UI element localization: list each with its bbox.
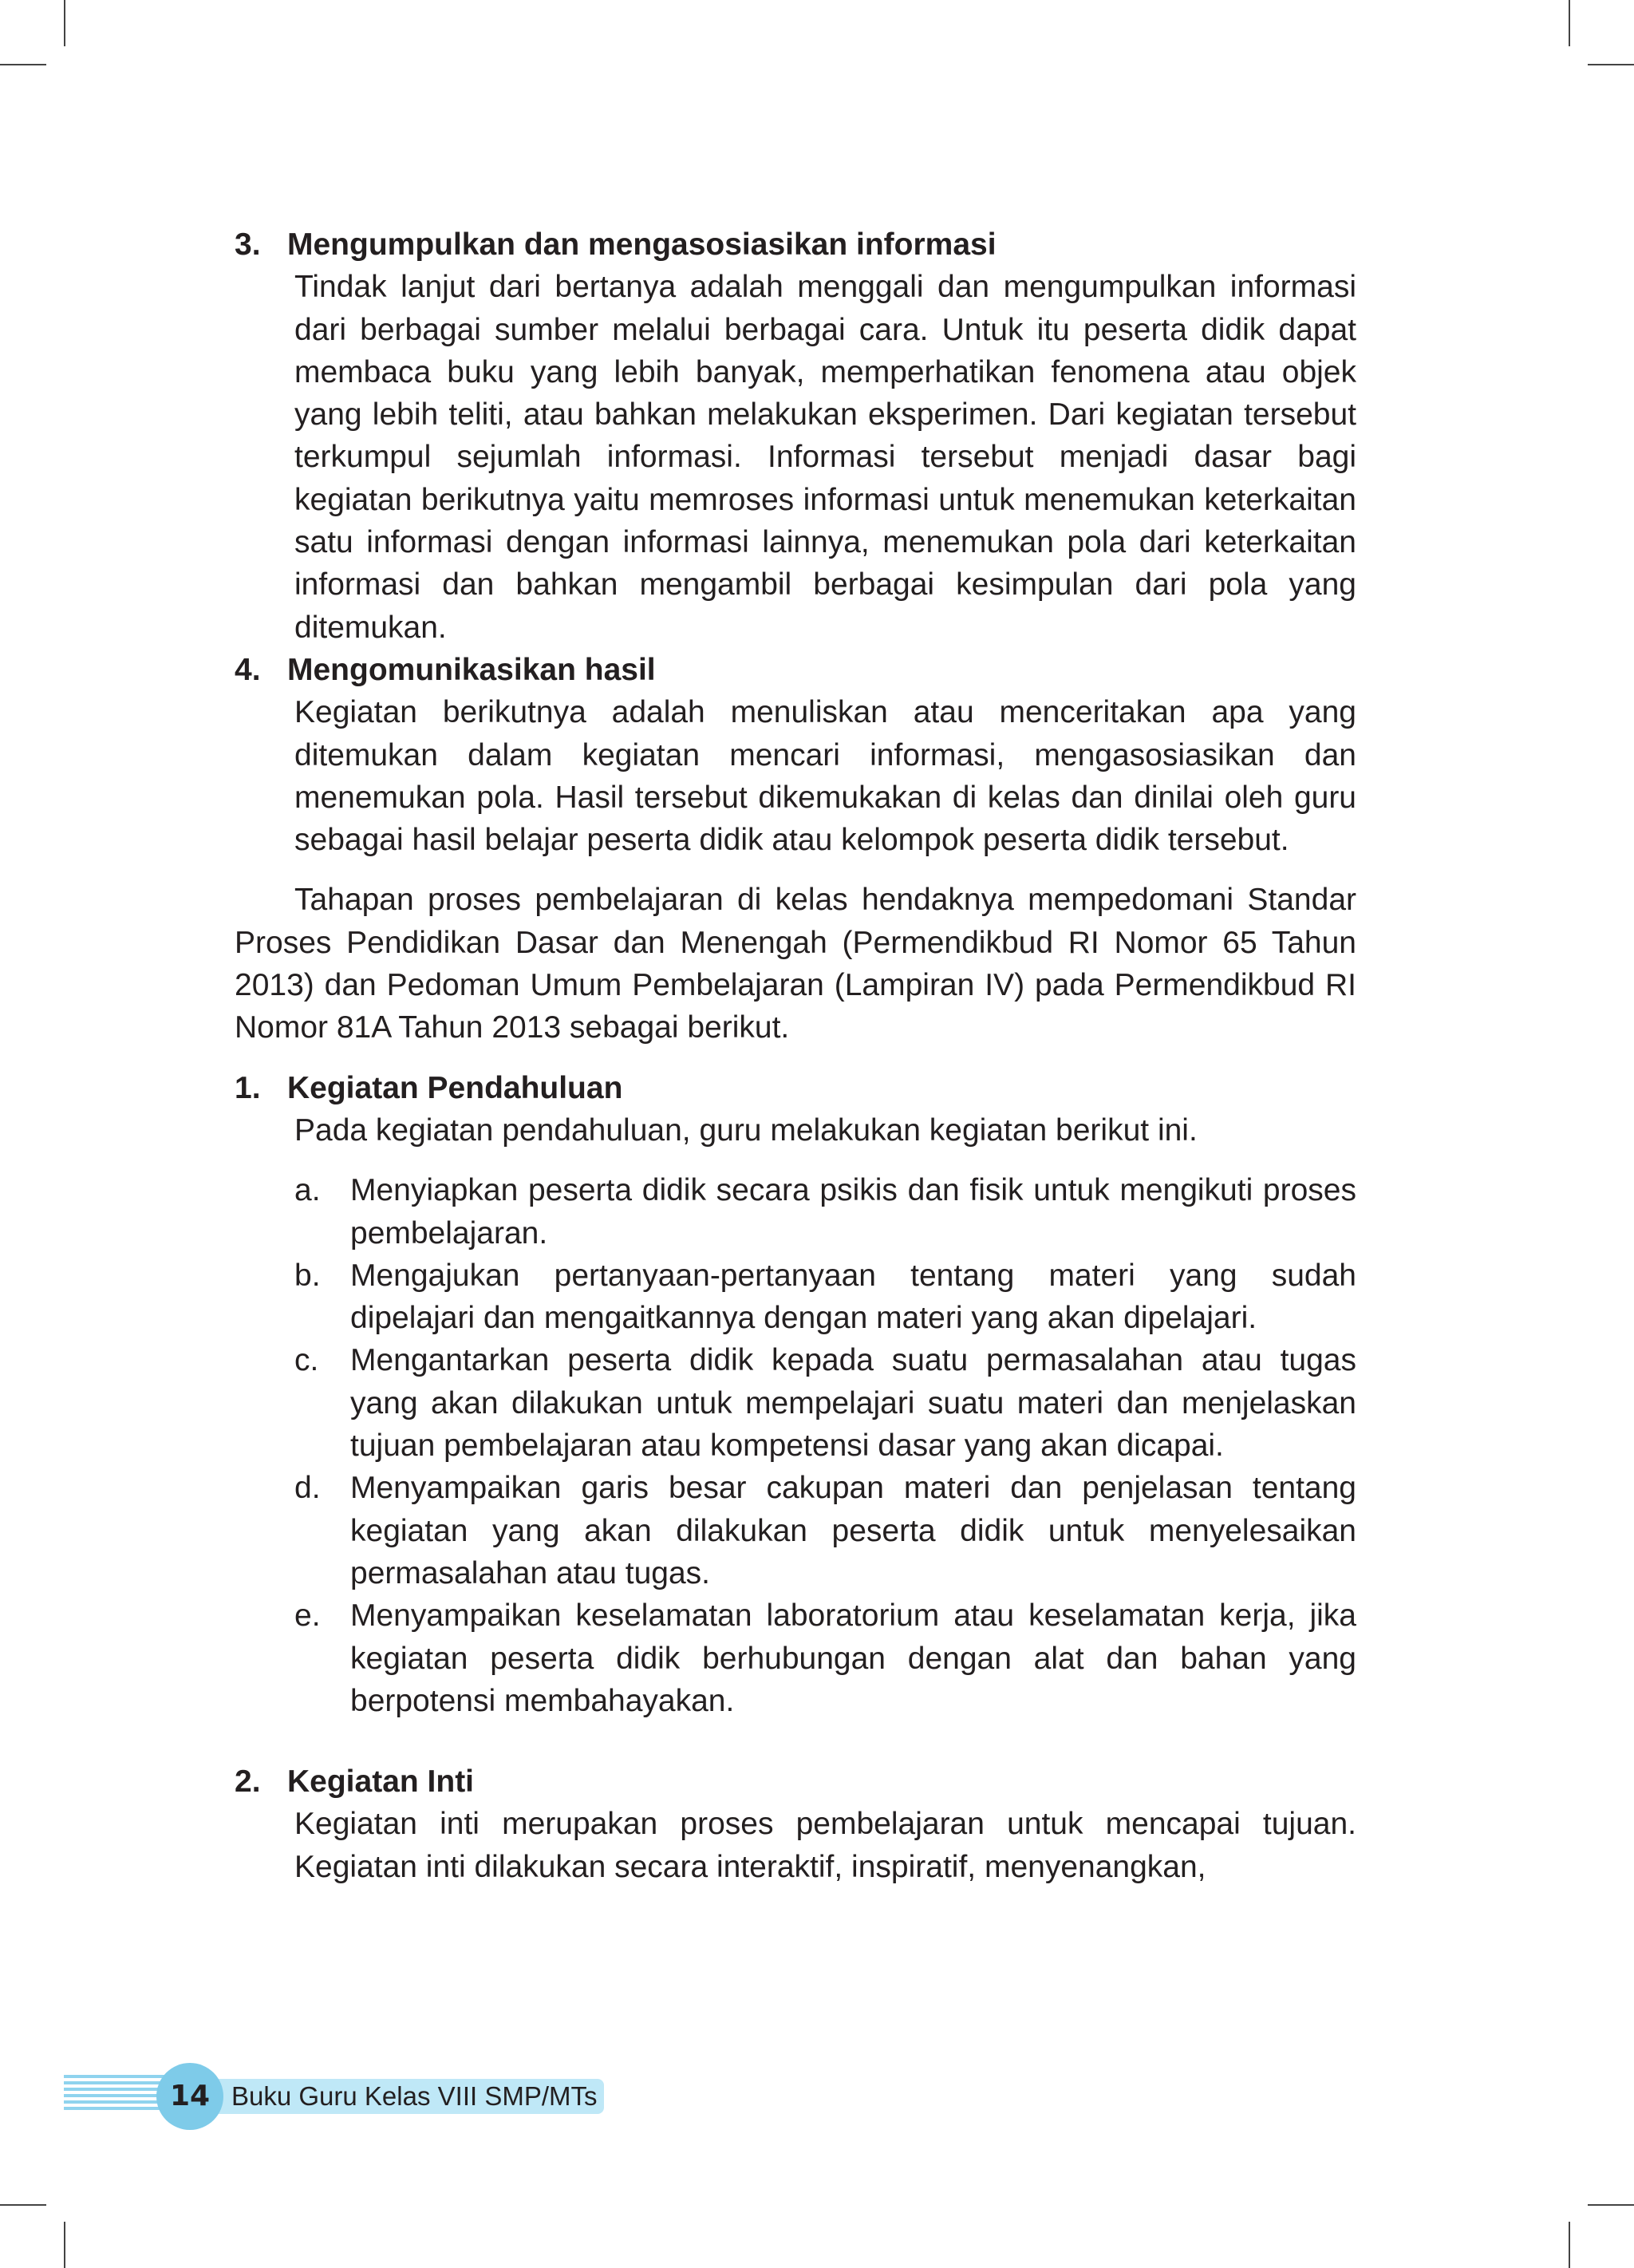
crop-mark (1569, 2222, 1570, 2268)
crop-mark (1588, 2204, 1634, 2206)
section-kegiatan-inti (235, 1760, 1356, 1888)
section-heading (235, 223, 1356, 266)
section-item-4 (235, 649, 1356, 861)
list-letter: c. (294, 1343, 319, 1378)
section-number: 3. (235, 227, 261, 262)
crop-mark (1588, 64, 1634, 65)
section-kegiatan-pendahuluan (235, 1067, 1356, 1722)
list-item (294, 1169, 1356, 1255)
section-heading (235, 649, 1356, 691)
body-paragraph: Tahapan proses pembelajaran di kelas hendaknya mempedomani Standar Proses Pendidikan Dasar dan Menengah (Permendikbud RI Nomor 65 Tahun 2013) dan Pedoman Umum Pembelajaran (Lampiran IV) pada Permendikbud RI Nomor 81A Tahun 2013 sebagai berikut. (235, 883, 1356, 1045)
list-letter: e. (294, 1598, 321, 1634)
section-item-3 (235, 223, 1356, 649)
list-letter: d. (294, 1471, 321, 1506)
list-text: Mengajukan pertanyaan-pertanyaan tentang materi yang sudah dipelajari dan mengaitkannya dengan materi yang akan dipelajari. (350, 1258, 1356, 1336)
section-title: Kegiatan Inti (287, 1764, 475, 1800)
crop-mark (64, 2222, 65, 2268)
list-item (294, 1339, 1356, 1467)
section-title: Kegiatan Pendahuluan (287, 1070, 623, 1105)
section-body: Kegiatan berikutnya adalah menuliskan atau menceritakan apa yang ditemukan dalam kegiatan mencari informasi, mengasosiasikan dan menemukan pola. Hasil tersebut dikemukakan di kelas dan dinilai oleh guru sebagai hasil belajar peserta didik atau kelompok peserta didik tersebut. (294, 695, 1356, 858)
sub-list (294, 1169, 1356, 1722)
section-title: Mengomunikasikan hasil (287, 652, 656, 687)
section-title: Mengumpulkan dan mengasosiasikan informasi (287, 227, 997, 262)
crop-mark (64, 0, 65, 46)
list-letter: a. (294, 1173, 321, 1208)
section-number: 1. (235, 1070, 261, 1105)
list-letter: b. (294, 1258, 321, 1293)
section-intro: Pada kegiatan pendahuluan, guru melakukan kegiatan berikut ini. (294, 1112, 1198, 1148)
list-text: Menyampaikan garis besar cakupan materi dan penjelasan tentang kegiatan yang akan dilakukan peserta didik untuk menyelesaikan permasalahan atau tugas. (350, 1471, 1356, 1590)
crop-mark (0, 2204, 46, 2206)
section-body: Kegiatan inti merupakan proses pembelajaran untuk mencapai tujuan. Kegiatan inti dilakukan secara interaktif, inspiratif, menyenangkan, (294, 1807, 1356, 1884)
page-number: 14 (169, 2080, 211, 2112)
list-text: Menyiapkan peserta didik secara psikis dan fisik untuk mengikuti proses pembelajaran. (350, 1173, 1356, 1251)
list-item (294, 1594, 1356, 1722)
footer-book-title: Buku Guru Kelas VIII SMP/MTs (215, 2079, 604, 2114)
list-item (294, 1255, 1356, 1340)
section-body: Tindak lanjut dari bertanya adalah menggali dan mengumpulkan informasi dari berbagai sumber melalui berbagai cara. Untuk itu peserta didik dapat membaca buku yang lebih banyak, memperhatikan fenomena atau objek yang lebih teliti, atau bahkan melakukan eksperimen. Dari kegiatan tersebut terkumpul sejumlah informasi. Informasi tersebut menjadi dasar bagi kegiatan berikutnya yaitu memroses informasi untuk menemukan keterkaitan satu informasi dengan informasi lainnya, menemukan pola dari keterkaitan informasi dan bahkan mengambil berbagai kesimpulan dari pola yang ditemukan. (294, 270, 1356, 645)
section-heading (235, 1760, 1356, 1803)
page-content (235, 223, 1356, 1888)
crop-mark (1569, 0, 1570, 46)
list-text: Mengantarkan peserta didik kepada suatu permasalahan atau tugas yang akan dilakukan untuk mempelajari suatu materi dan menjelaskan tujuan pembelajaran atau kompetensi dasar yang akan dicapai. (350, 1343, 1356, 1464)
crop-mark (0, 64, 46, 65)
section-number: 4. (235, 652, 261, 687)
section-heading (235, 1067, 1356, 1109)
list-text: Menyampaikan keselamatan laboratorium atau keselamatan kerja, jika kegiatan peserta didik berhubungan dengan alat dan bahan yang berpotensi membahayakan. (350, 1598, 1356, 1718)
section-number: 2. (235, 1764, 261, 1800)
list-item (294, 1467, 1356, 1594)
